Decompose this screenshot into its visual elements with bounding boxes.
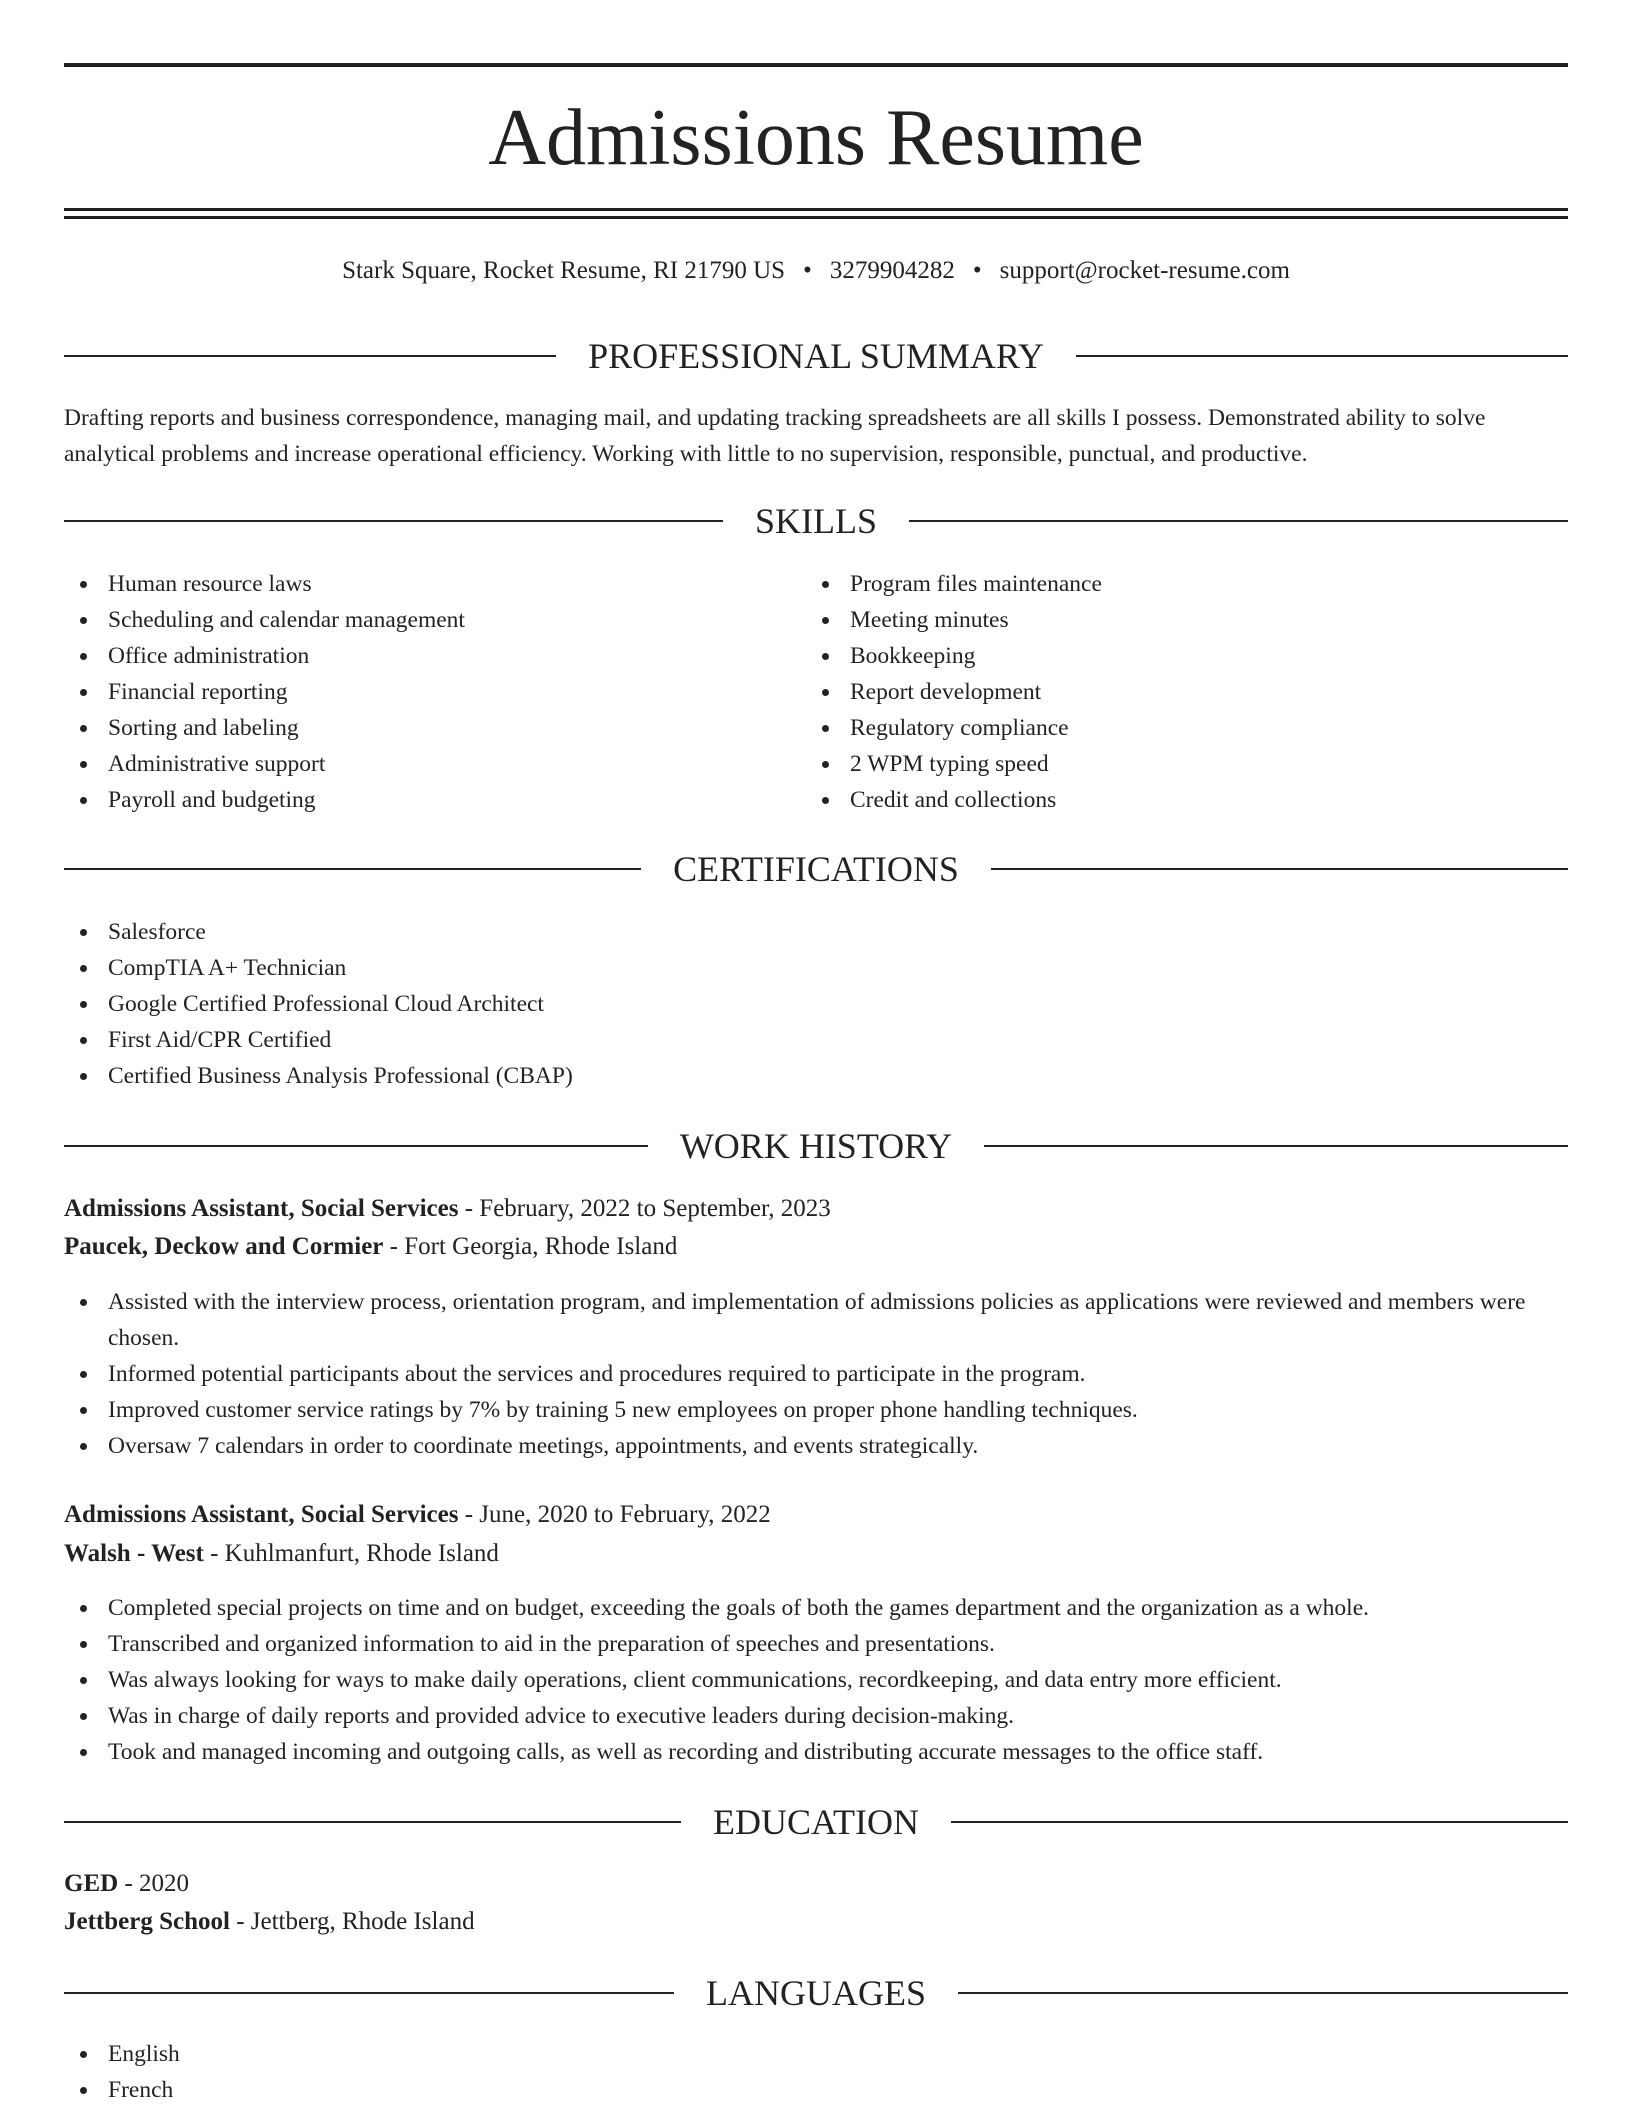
job-title: Admissions Assistant, Social Services: [64, 1501, 459, 1528]
contact-separator: •: [803, 257, 812, 284]
certification-item: CompTIA A+ Technician: [64, 950, 1568, 986]
contact-line: [64, 254, 1568, 288]
education-degree: GED: [64, 1870, 119, 1897]
job-duty-item: Oversaw 7 calendars in order to coordinate meetings, appointments, and events strategically.: [64, 1428, 1568, 1464]
job-duties-list: [64, 1590, 1568, 1770]
education-degree-line: [64, 1866, 1568, 1902]
skill-item: Program files maintenance: [806, 566, 1546, 602]
section-heading-work-history: [64, 1124, 1568, 1168]
skill-item: Credit and collections: [806, 782, 1546, 818]
job-title-line: [64, 1191, 1568, 1227]
section-heading-languages: [64, 1971, 1568, 2015]
job-title: Admissions Assistant, Social Services: [64, 1195, 459, 1222]
job-company-line: [64, 1536, 1568, 1572]
skill-item: Sorting and labeling: [64, 710, 804, 746]
job-dates: - June, 2020 to February, 2022: [458, 1501, 771, 1528]
heading-rule-right: [909, 520, 1568, 522]
skills-list-right: [806, 566, 1546, 818]
heading-rule-left: [64, 1145, 648, 1147]
contact-phone: 3279904282: [829, 257, 955, 284]
job-duty-item: Was in charge of daily reports and provided advice to executive leaders during decision-making.: [64, 1698, 1568, 1734]
job-duty-item: Improved customer service ratings by 7% by training 5 new employees on proper phone handling techniques.: [64, 1392, 1568, 1428]
skill-item: Report development: [806, 674, 1546, 710]
skill-item: Human resource laws: [64, 566, 804, 602]
summary-text: Drafting reports and business correspondence, managing mail, and updating tracking spreadsheets are all skills I possess. Demonstrated ability to solve analytical problems and increase operational efficiency. Working with little to no supervision, responsible, punctual, and productive.: [64, 405, 1486, 467]
job-location: - Kuhlmanfurt, Rhode Island: [203, 1540, 499, 1567]
job-duties-list: [64, 1284, 1568, 1464]
heading-rule-left: [64, 520, 723, 522]
education-school-line: [64, 1904, 1568, 1940]
section-heading-label: WORK HISTORY: [679, 1126, 953, 1166]
job-duty-item: Was always looking for ways to make daily operations, client communications, recordkeeping, and data entry more efficient.: [64, 1662, 1568, 1698]
section-heading-label: SKILLS: [755, 501, 878, 541]
skills-list-left: [64, 566, 804, 818]
skill-item: Regulatory compliance: [806, 710, 1546, 746]
job-company: Walsh - West: [64, 1540, 204, 1567]
job-duty-item: Transcribed and organized information to aid in the preparation of speeches and presentations.: [64, 1626, 1568, 1662]
skill-item: Office administration: [64, 638, 804, 674]
skill-item: Payroll and budgeting: [64, 782, 804, 818]
heading-rule-right: [991, 868, 1568, 870]
skill-item: Meeting minutes: [806, 602, 1546, 638]
job-location: - Fort Georgia, Rhode Island: [383, 1233, 678, 1260]
section-heading-skills: [64, 499, 1568, 543]
certification-item: First Aid/CPR Certified: [64, 1022, 1568, 1058]
certification-item: Certified Business Analysis Professional (CBAP): [64, 1058, 1568, 1094]
job-duty-item: Informed potential participants about the services and procedures required to participate in the program.: [64, 1356, 1568, 1392]
contact-separator: •: [972, 257, 982, 284]
resume-title: Admissions Resume: [488, 94, 1144, 182]
skill-item: Scheduling and calendar management: [64, 602, 804, 638]
section-heading-education: [64, 1800, 1568, 1844]
job-company: Paucek, Deckow and Cormier: [64, 1233, 384, 1260]
skill-item: Administrative support: [64, 746, 804, 782]
language-item: English: [64, 2036, 1568, 2072]
heading-rule-left: [64, 1821, 681, 1823]
heading-rule-right: [984, 1145, 1568, 1147]
job-title-line: [64, 1497, 1568, 1533]
education-year: - 2020: [118, 1870, 190, 1897]
certifications-list: [64, 914, 1568, 1094]
certification-item: Google Certified Professional Cloud Architect: [64, 986, 1568, 1022]
heading-rule-left: [64, 1992, 674, 1994]
heading-rule-left: [64, 868, 641, 870]
heading-rule-right: [958, 1992, 1568, 1994]
section-heading-label: CERTIFICATIONS: [673, 849, 959, 889]
education-school: Jettberg School: [64, 1908, 230, 1935]
section-heading-summary: [64, 334, 1568, 378]
job-duty-item: Assisted with the interview process, orientation program, and implementation of admissions policies as applications were reviewed and members were chosen.: [64, 1284, 1568, 1356]
section-heading-label: EDUCATION: [713, 1802, 919, 1842]
job-duty-item: Completed special projects on time and on budget, exceeding the goals of both the games department and the organization as a whole.: [64, 1590, 1568, 1626]
title-rule-upper: [64, 208, 1568, 211]
contact-email: support@rocket-resume.com: [999, 257, 1290, 284]
heading-rule-left: [64, 355, 556, 357]
top-rule: [64, 63, 1568, 67]
title-rule-lower: [64, 216, 1568, 219]
job-company-line: [64, 1229, 1568, 1265]
job-dates: - February, 2022 to September, 2023: [458, 1195, 831, 1222]
skill-item: 2 WPM typing speed: [806, 746, 1546, 782]
heading-rule-right: [951, 1821, 1568, 1823]
skill-item: Bookkeeping: [806, 638, 1546, 674]
section-heading-certifications: [64, 847, 1568, 891]
education-location: - Jettberg, Rhode Island: [229, 1908, 475, 1935]
contact-address: Stark Square, Rocket Resume, RI 21790 US: [342, 257, 786, 284]
language-item: French: [64, 2072, 1568, 2108]
languages-list: [64, 2036, 1568, 2108]
section-heading-label: PROFESSIONAL SUMMARY: [588, 336, 1044, 376]
job-duty-item: Took and managed incoming and outgoing calls, as well as recording and distributing accurate messages to the office staff.: [64, 1734, 1568, 1770]
section-heading-label: LANGUAGES: [706, 1973, 926, 2013]
certification-item: Salesforce: [64, 914, 1568, 950]
skill-item: Financial reporting: [64, 674, 804, 710]
heading-rule-right: [1076, 355, 1568, 357]
